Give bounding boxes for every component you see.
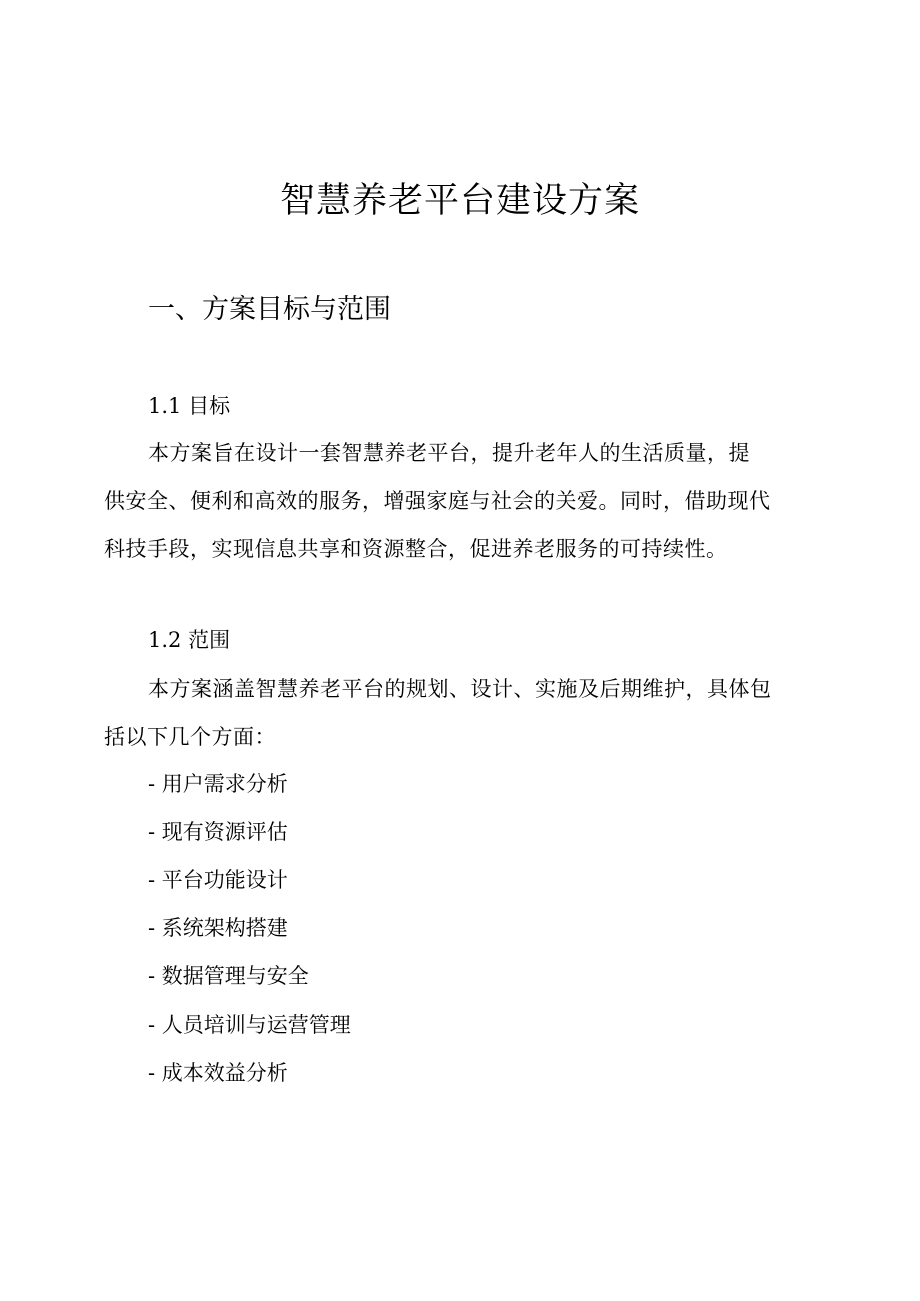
scope-list-item: - 平台功能设计 — [148, 868, 288, 892]
goal-paragraph-line: 科技手段，实现信息共享和资源整合，促进养老服务的可持续性。 — [104, 537, 728, 561]
scope-list-item: - 数据管理与安全 — [148, 964, 309, 988]
goal-paragraph-line: 本方案旨在设计一套智慧养老平台，提升老年人的生活质量，提 — [148, 441, 750, 465]
scope-list-item: - 现有资源评估 — [148, 820, 288, 844]
subheading-scope: 1.2 范围 — [148, 628, 231, 652]
subheading-goal: 1.1 目标 — [148, 394, 231, 418]
scope-list-item: - 系统架构搭建 — [148, 916, 288, 940]
scope-list-item: - 成本效益分析 — [148, 1061, 288, 1085]
scope-paragraph-line: 括以下几个方面： — [104, 725, 276, 749]
section-heading-goals-scope: 一、方案目标与范围 — [148, 294, 391, 325]
goal-paragraph-line: 供安全、便利和高效的服务，增强家庭与社会的关爱。同时，借助现代 — [104, 489, 771, 513]
scope-list-item: - 用户需求分析 — [148, 772, 288, 796]
scope-paragraph-line: 本方案涵盖智慧养老平台的规划、设计、实施及后期维护，具体包 — [148, 677, 772, 701]
document-title: 智慧养老平台建设方案 — [279, 181, 640, 221]
scope-list-item: - 人员培训与运营管理 — [148, 1013, 351, 1037]
